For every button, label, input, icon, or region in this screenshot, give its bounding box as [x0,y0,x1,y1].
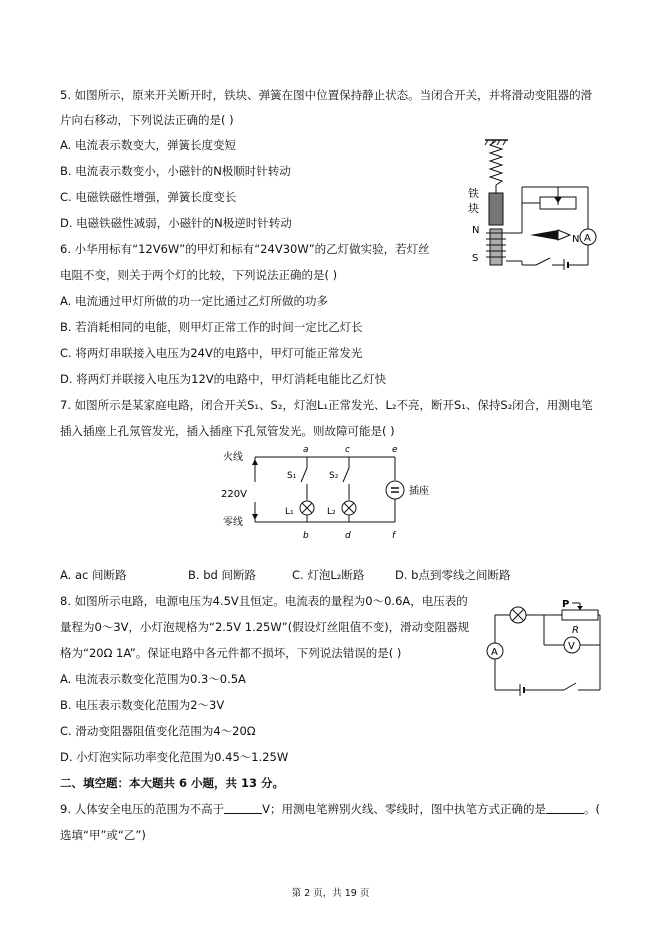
page-footer: 第 2 页，共 19 页 [291,888,370,899]
q7-option-d: D. b点到零线之间断路 [395,568,511,582]
q8-voltmeter-label: V [568,641,575,652]
q7-option-b: B. bd 间断路 [188,568,256,582]
q5-option-d: D. 电磁铁磁性减弱，小磁针的N极逆时针转动 [60,216,292,230]
q9-blank-1[interactable] [224,802,262,814]
q5-kuai-label: 块 [468,202,479,215]
q7-live-wire-label: 火线 [223,452,243,463]
q7-point-a: a [303,445,309,455]
q6-stem-line2: 电阻不变，则关于两个灯的比较，下列说法正确的是( ) [60,268,338,282]
q9-line1 [60,802,600,816]
q8-stem-line2: 量程为0～3V，小灯泡规格为“2.5V 1.25W”(假设灯丝阻值不变)，滑动变阻器规 [60,620,470,634]
q8-slider-p-label: P [562,599,570,610]
q9-part3: 。( [584,802,601,816]
q9-part1: 9. 人体安全电压的范围为不高于 [60,802,225,816]
q5-stem-line1: 5. 如图所示，原来开关断开时，铁块、弹簧在图中位置保持静止状态。当闭合开关，并将滑动变阻器的滑 [60,88,593,102]
q5-tie-label: 铁 [468,187,479,200]
q7-s2-label: S₂ [329,471,339,481]
q8-ammeter-label: A [491,647,498,658]
q7-stem-line2: 插入插座上孔氖管发光，插入插座下孔氖管发光。则故障可能是( ) [60,424,395,438]
q7-socket-label: 插座 [409,486,429,497]
q8-option-d: D. 小灯泡实际功率变化范围为0.45～1.25W [60,750,289,764]
q5-ammeter-label: A [584,233,591,244]
q5-electromagnet-figure [460,135,610,270]
q5-option-a: A. 电流表示数变大，弹簧长度变短 [60,138,236,152]
q6-stem-line1: 6. 小华用标有“12V6W”的甲灯和标有“24V30W”的乙灯做实验，若灯丝 [60,242,430,256]
q7-point-f: f [392,531,396,541]
q7-point-d: d [345,531,351,541]
q7-option-c: C. 灯泡L₂断路 [292,568,365,582]
q7-point-b: b [303,531,309,541]
q7-point-e: e [392,445,398,455]
q7-l1-label: L₁ [285,507,294,517]
q9-line2: 选填“甲”或“乙”) [60,828,146,842]
q8-option-a: A. 电流表示数变化范围为0.3～0.5A [60,672,246,686]
q7-option-a: A. ac 间断路 [60,568,127,582]
q5-needle-n-label: N [572,234,580,245]
q8-rheostat-r-label: R [572,625,579,636]
q8-option-b: B. 电压表示数变化范围为2～3V [60,698,225,712]
q7-point-c: c [345,445,350,455]
q9-blank-2[interactable] [546,802,584,814]
q5-stem-line2: 片向右移动，下列说法正确的是( ) [60,113,234,127]
q7-l2-label: L₂ [327,507,336,517]
q6-option-a: A. 电流通过甲灯所做的功一定比通过乙灯所做的功多 [60,294,328,308]
q7-voltage-label: 220V [221,489,247,500]
q7-household-circuit-figure [215,442,455,547]
q8-circuit-figure [480,595,610,700]
q8-stem-line3: 格为“20Ω 1A”。保证电路中各元件都不损坏，下列说法错误的是( ) [60,646,402,660]
q7-stem-line1: 7. 如图所示是某家庭电路，闭合开关S₁、S₂，灯泡L₁正常发光、L₂不亮，断开S₁、保持S₂闭合，用测电笔 [60,398,593,412]
q7-s1-label: S₁ [287,471,297,481]
q5-s-pole-label: S [472,253,479,264]
q6-option-c: C. 将两灯串联接入电压为24V的电路中，甲灯可能正常发光 [60,346,363,360]
q8-stem-line1: 8. 如图所示电路，电源电压为4.5V且恒定。电流表的量程为0～0.6A，电压表的 [60,594,468,608]
q6-option-d: D. 将两灯并联接入电压为12V的电路中，甲灯消耗电能比乙灯快 [60,372,387,386]
q5-option-b: B. 电流表示数变小，小磁针的N极顺时针转动 [60,164,291,178]
q5-n-pole-label: N [472,225,480,236]
q5-option-c: C. 电磁铁磁性增强，弹簧长度变长 [60,190,237,204]
q9-part2: V；用测电笔辨别火线、零线时，图中执笔方式正确的是 [262,802,547,816]
q6-option-b: B. 若消耗相同的电能，则甲灯正常工作的时间一定比乙灯长 [60,320,363,334]
q7-neutral-wire-label: 零线 [223,517,243,528]
q8-option-c: C. 滑动变阻器阻值变化范围为4～20Ω [60,724,256,738]
section-2-heading: 二、填空题：本大题共 6 小题，共 13 分。 [60,776,285,790]
